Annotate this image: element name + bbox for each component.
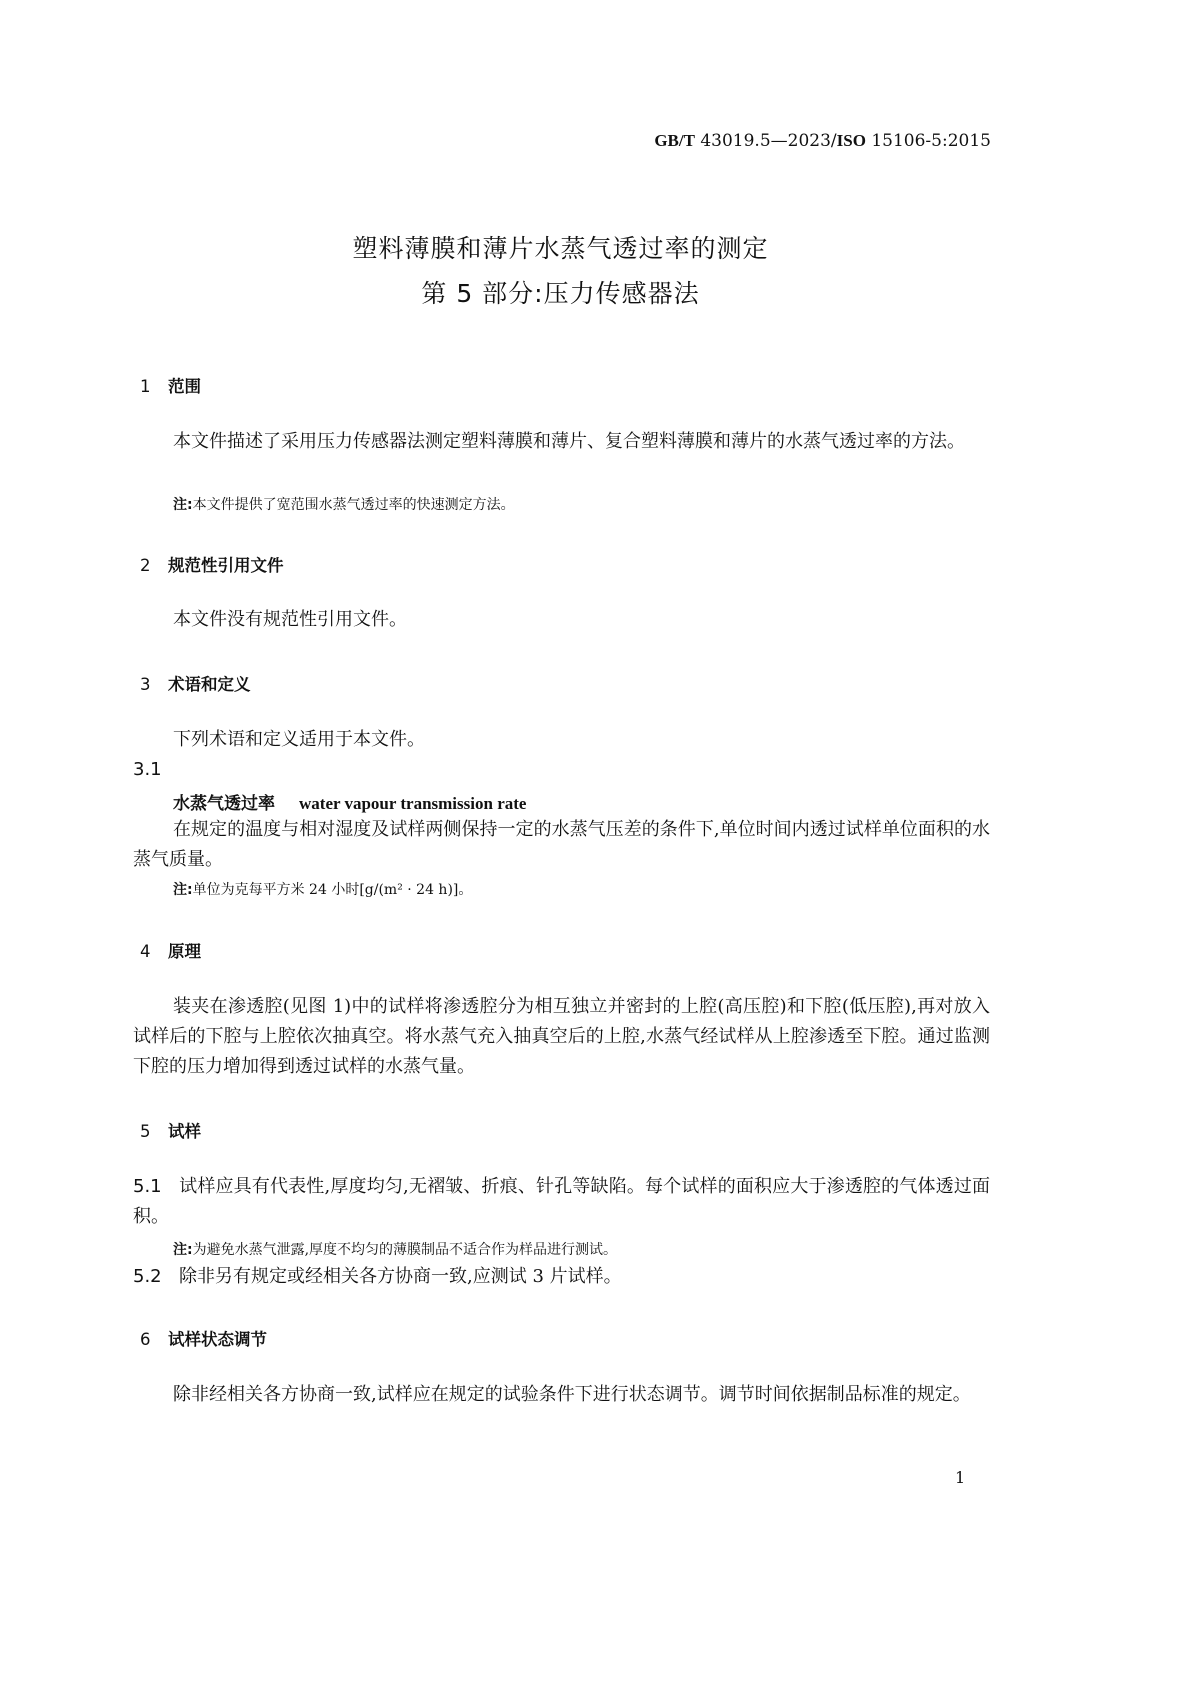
code-gbt: GB/T [654, 131, 695, 150]
section-title: 原理 [168, 942, 201, 961]
section-3-paragraph: 下列术语和定义适用于本文件。 [173, 729, 425, 750]
section-number: 2 [140, 556, 151, 575]
section-5-heading [140, 1118, 201, 1142]
subsection-text: 除非另有规定或经相关各方协商一致,应测试 3 片试样。 [179, 1266, 622, 1287]
page-number: 1 [955, 1468, 966, 1487]
section-title: 规范性引用文件 [168, 556, 284, 575]
section-1-paragraph: 本文件描述了采用压力传感器法测定塑料薄膜和薄片、复合塑料薄膜和薄片的水蒸气透过率的方法。 [173, 431, 965, 452]
note-text: 为避免水蒸气泄露,厚度不均匀的薄膜制品不适合作为样品进行测试。 [192, 1242, 618, 1258]
document-subtitle: 第 5 部分:压力传感器法 [421, 279, 700, 308]
subsection-5-2 [133, 1262, 990, 1292]
subsection-text: 试样应具有代表性,厚度均匀,无褶皱、折痕、针孔等缺陷。每个试样的面积应大于渗透腔的气体透过面积。 [133, 1176, 990, 1227]
term-entry [173, 789, 526, 814]
section-1-note [173, 494, 515, 514]
subsection-5-1 [133, 1172, 990, 1232]
section-title: 范围 [168, 377, 201, 396]
term-english: water vapour transmission rate [299, 794, 527, 813]
term-definition: 在规定的温度与相对湿度及试样两侧保持一定的水蒸气压差的条件下,单位时间内透过试样单位面积的水蒸气质量。 [133, 819, 990, 870]
section-number: 6 [140, 1330, 151, 1349]
section-title: 试样 [168, 1122, 201, 1141]
section-title: 术语和定义 [168, 675, 251, 694]
section-3-note [173, 879, 472, 899]
document-title: 塑料薄膜和薄片水蒸气透过率的测定 [352, 234, 769, 263]
section-4-heading [140, 938, 201, 962]
section-title: 试样状态调节 [168, 1330, 267, 1349]
note-label: 注: [173, 1242, 193, 1258]
section-5-note [173, 1239, 617, 1259]
section-1-heading [140, 373, 201, 397]
section-4-paragraph: 装夹在渗透腔(见图 1)中的试样将渗透腔分为相互独立并密封的上腔(高压腔)和下腔(低压腔),再对放入试样后的下腔与上腔依次抽真空。将水蒸气充入抽真空后的上腔,水蒸气经试样从上腔渗透至下腔。通过监测下腔的压力增加得到透过试样的水蒸气量。 [133, 996, 990, 1077]
subsection-number: 5.2 [133, 1266, 162, 1287]
code-iso-number: 15106-5:2015 [865, 131, 991, 151]
note-text: 单位为克每平方米 24 小时[g/(m² · 24 h)]。 [192, 882, 473, 898]
section-2-heading [140, 552, 284, 576]
term-chinese: 水蒸气透过率 [173, 794, 275, 814]
section-number: 5 [140, 1122, 151, 1141]
section-6-heading [140, 1326, 267, 1350]
section-2-paragraph: 本文件没有规范性引用文件。 [173, 609, 407, 630]
subsection-3-1-number [133, 755, 990, 785]
section-number: 4 [140, 942, 151, 961]
note-label: 注: [173, 882, 193, 898]
standard-code-header [654, 131, 991, 151]
section-6-paragraph: 除非经相关各方协商一致,试样应在规定的试验条件下进行状态调节。调节时间依据制品标准的规定。 [173, 1384, 971, 1405]
subsection-number: 3.1 [133, 759, 162, 780]
section-3-heading [140, 671, 251, 695]
code-number: 43019.5—2023/ [694, 131, 837, 151]
note-label: 注: [173, 497, 193, 513]
code-iso: ISO [836, 131, 866, 150]
section-number: 1 [140, 377, 151, 396]
section-number: 3 [140, 675, 151, 694]
subsection-number: 5.1 [133, 1176, 162, 1197]
note-text: 本文件提供了宽范围水蒸气透过率的快速测定方法。 [192, 497, 515, 513]
